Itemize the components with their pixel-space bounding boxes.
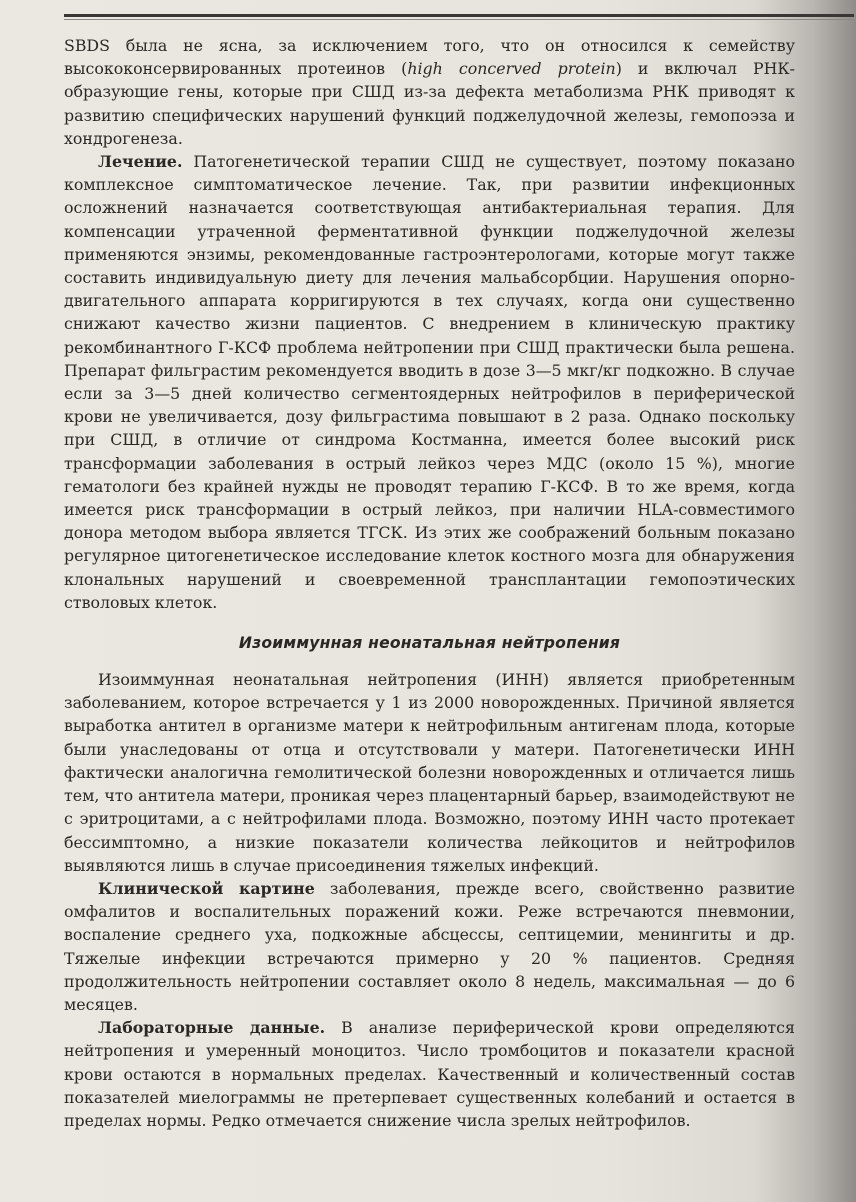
paragraph-treatment: [64, 150, 795, 614]
paragraph-lab: [64, 1016, 795, 1132]
paragraph-text: Изоиммунная неонатальная нейтропения (ИНН) является приобретенным заболеванием, которое встречается у 1 из 2000 новорожденных. Причиной является выработка антител в организме матери к нейтрофильным антигенам плода, которые были унаследованы от отца и отсутствовали у матери. Патогенетически ИНН фактически аналогична гемолитической болезни новорожденных и отличается лишь тем, что антитела матери, проникая через плацентарный барьер, взаимодействуют не с эритроцитами, а с нейтрофилами плода. Возможно, поэтому ИНН часто протекает бессимптомно, а низкие показатели количества лейкоцитов и нейтрофилов выявляются лишь в случае присоединения тяжелых инфекций.: [64, 670, 795, 875]
paragraph-lead: Лечение.: [98, 152, 183, 172]
paragraph-lead: Лабораторные данные.: [98, 1018, 326, 1038]
page-body: [64, 34, 795, 1132]
paragraph-intro: [64, 668, 795, 877]
paragraph-text: заболевания, прежде всего, свойственно развитие омфалитов и воспалительных поражений кожи. Реже встречаются пневмонии, воспаление среднего уха, подкожные абсцессы, септицемии, менингиты и др. Тяжелые инфекции встречаются примерно у 20 % пациентов. Средняя продолжительность нейтропении составляет около 8 недель, максимальная — до 6 месяцев.: [64, 878, 795, 1014]
header-rule-thin: [64, 19, 854, 20]
paragraph-text: ) и включал РНК-образующие гены, которые при СШД из-за дефекта метаболизма РНК приводят к развитию специфических нарушений функций поджелудочной железы, гемопоэза и хондрогенеза.: [64, 59, 795, 148]
paragraph-text: SBDS была не ясна, за исключением того, что он относился к семейству высококонсервированных протеинов (: [64, 36, 795, 79]
paragraph-clinical: [64, 877, 795, 1016]
section-heading: Изоиммунная неонатальная нейтропения: [238, 634, 621, 653]
paragraph-text: В анализе периферической крови определяются нейтропения и умеренный моноцитоз. Число тромбоцитов и показатели красной крови остаются в нормальных пределах. Качественный и количественный состав показателей миелограммы не претерпевает существенных колебаний и остается в пределах нормы. Редко отмечается снижение числа зрелых нейтрофилов.: [64, 1018, 795, 1130]
paragraph-text: Патогенетической терапии СШД не существует, поэтому показано комплексное симптоматическое лечение. Так, при развитии инфекционных осложнений назначается соответствующая антибактериальная терапия. Для компенсации утраченной ферментативной функции поджелудочной железы применяются энзимы, рекомендованные гастроэнтерологами, которые могут также составить индивидуальную диету для лечения мальабсорбции. Нарушения опорно-двигательного аппарата корригируются в тех случаях, когда они существенно снижают качество жизни пациентов. С внедрением в клиническую практику рекомбинантного Г-КСФ проблема нейтропении при СШД практически была решена. Препарат фильграстим рекомендуется вводить в дозе 3—5 мкг/кг подкожно. В случае если за 3—5 дней количество сегментоядерных нейтрофилов в периферической крови не увеличивается, дозу фильграстима повышают в 2 раза. Однако поскольку при СШД, в отличие от синдрома Костманна, имеется более высокий риск трансформации заболевания в острый лейкоз через МДС (около 15 %), многие гематологи без крайней нужды не проводят терапию Г-КСФ. В то же время, когда имеется риск трансформации в острый лейкоз, при наличии HLA-совместимого донора методом выбора является ТГСК. Из этих же соображений больным показано регулярное цитогенетическое исследование клеток костного мозга для обнаружения клональных нарушений и своевременной трансплантации гемопоэтических стволовых клеток.: [64, 152, 795, 612]
header-rule: [64, 14, 854, 17]
italic-term: high concerved protein: [407, 59, 616, 79]
paragraph-lead: Клинической картине: [98, 878, 315, 898]
paragraph-continuation: [64, 34, 795, 150]
